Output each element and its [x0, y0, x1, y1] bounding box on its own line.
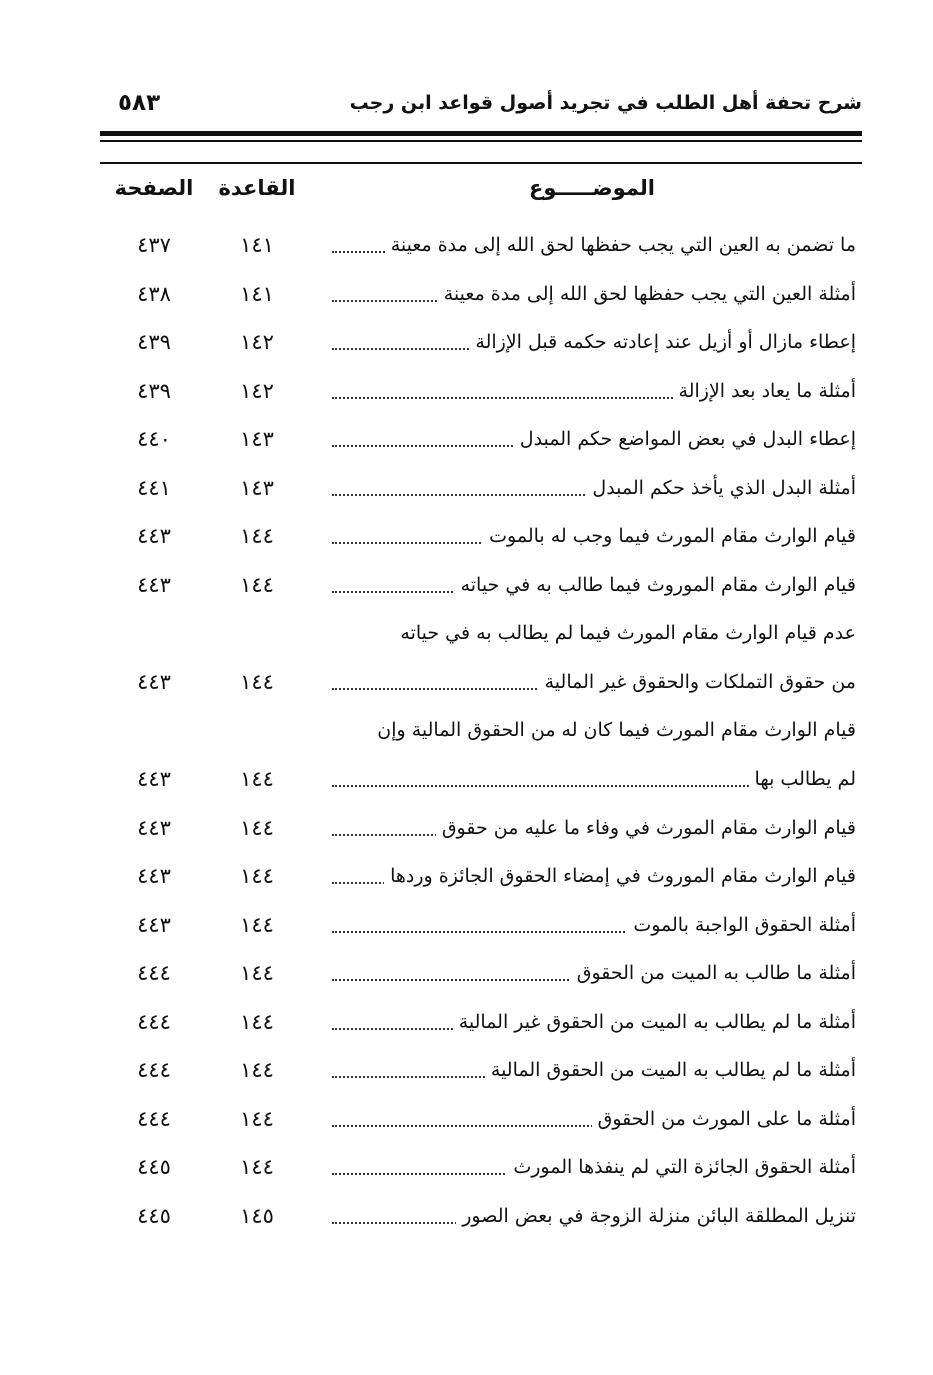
index-entry [100, 900, 862, 949]
entry-rule-number: ١٤٣ [240, 475, 274, 500]
index-entry [100, 560, 862, 609]
entry-page-number: ٤٤٠ [137, 427, 171, 452]
entry-subject [332, 1053, 856, 1087]
entry-page-number: ٤٤٤ [137, 1009, 171, 1034]
entry-rule-number: ١٤٤ [240, 524, 274, 549]
header-rule-under [100, 162, 862, 164]
entry-page-number: ٤٤٣ [137, 572, 171, 597]
entry-rule-number: ١٤٣ [240, 427, 274, 452]
entry-subject [332, 1102, 856, 1136]
entry-rule-number [214, 713, 300, 747]
index-entry [100, 269, 862, 318]
entry-rule-number: ١٤٢ [240, 330, 274, 355]
entry-rule-number: ١٤١ [240, 233, 274, 257]
entry-page-number: ٤٤٤ [137, 1058, 171, 1083]
column-header-subject: الموضـــــوع [528, 176, 656, 200]
entry-subject [332, 568, 856, 602]
entry-subject-text: أمثلة ما لم يطالب به الميت من الحقوق المالية [485, 1059, 856, 1081]
index-entry [100, 414, 862, 463]
entry-subject-text: أمثلة ما على المورث من الحقوق [592, 1108, 856, 1130]
entry-rule-number: ١٤٤ [240, 1009, 274, 1034]
entry-page-number [102, 616, 206, 650]
index-entry [100, 657, 862, 706]
entry-subject [332, 908, 856, 942]
entry-subject-text: إعطاء البدل في بعض المواضع حكم المبدل [514, 428, 856, 450]
index-entry [100, 463, 862, 512]
entry-subject-text: ما تضمن به العين التي يجب حفظها لحق الله إلى مدة معينة [385, 234, 856, 256]
index-entry [100, 366, 862, 415]
entry-subject [332, 1199, 856, 1233]
entry-rule-number: ١٤٤ [240, 815, 274, 840]
entry-rule-number: ١٤٤ [240, 1106, 274, 1131]
entry-subject-text: أمثلة الحقوق الجائزة التي لم ينفذها المورث [507, 1156, 856, 1178]
entry-rule-number [214, 616, 300, 650]
index-entry [100, 608, 862, 657]
entry-page-number: ٤٤١ [137, 475, 171, 500]
index-entry [100, 1045, 862, 1094]
index-entry [100, 1094, 862, 1143]
entry-page-number: ٤٤٤ [137, 1106, 171, 1131]
entry-subject-text: لم يطالب بها [749, 768, 856, 790]
entry-subject [332, 956, 856, 990]
entry-page-number: ٤٣٨ [137, 281, 171, 306]
entry-rule-number: ١٤٤ [240, 961, 274, 986]
entry-subject-text: أمثلة البدل الذي يأخذ حكم المبدل [586, 477, 856, 499]
entry-subject-text: أمثلة ما لم يطالب به الميت من الحقوق غير المالية [453, 1011, 856, 1033]
entry-subject [332, 1150, 856, 1184]
header-rule-thick [100, 131, 862, 136]
entry-subject-text: قيام الوارث مقام الموروث في إمضاء الحقوق الجائزة وردها [384, 865, 856, 887]
entry-subject-text: أمثلة الحقوق الواجبة بالموت [627, 914, 856, 936]
entry-rule-number: ١٤٤ [240, 1058, 274, 1083]
entry-rule-number: ١٤٤ [240, 912, 274, 937]
entry-page-number: ٤٣٩ [137, 330, 171, 355]
header-rule-thin [100, 140, 862, 142]
entry-subject-text: أمثلة ما طالب به الميت من الحقوق [571, 962, 856, 984]
entry-page-number: ٤٤٣ [137, 767, 171, 792]
entry-subject [332, 859, 856, 893]
entry-subject-text: تنزيل المطلقة البائن منزلة الزوجة في بعض الصور [456, 1205, 856, 1227]
entry-rule-number: ١٤٤ [240, 669, 274, 694]
entry-page-number: ٤٤٥ [137, 1203, 171, 1228]
entry-page-number: ٤٤٤ [137, 961, 171, 986]
index-table [100, 220, 862, 1239]
entry-subject [332, 616, 856, 650]
page-number: ٥٨٣ [118, 90, 161, 116]
entry-subject [332, 665, 856, 699]
entry-subject-text: أمثلة العين التي يجب حفظها لحق الله إلى مدة معينة [438, 283, 856, 305]
entry-subject [332, 374, 856, 408]
entry-subject-text: قيام الوارث مقام الموروث فيما طالب به في حياته [455, 574, 856, 596]
index-entry [100, 705, 862, 754]
entry-subject-text: قيام الوارث مقام المورث في وفاء ما عليه من حقوق [436, 817, 856, 839]
entry-subject-text: إعطاء مازال أو أزيل عند إعادته حكمه قبل الإزالة [469, 331, 856, 353]
entry-page-number: ٤٣٧ [137, 233, 171, 257]
entry-rule-number: ١٤٢ [240, 378, 274, 403]
column-header-page: الصفحة [114, 176, 194, 200]
index-entry [100, 1191, 862, 1240]
index-entry [100, 997, 862, 1046]
entry-subject [332, 325, 856, 359]
entry-rule-number: ١٤٤ [240, 572, 274, 597]
entry-subject [332, 471, 856, 505]
entry-rule-number: ١٤٤ [240, 864, 274, 889]
entry-subject-text: قيام الوارث مقام المورث فيما كان له من الحقوق المالية وإن [371, 719, 856, 741]
index-entry [100, 220, 862, 269]
index-entry [100, 1142, 862, 1191]
index-entry [100, 803, 862, 852]
running-title: شرح تحفة أهل الطلب في تجريد أصول قواعد ابن رجب [349, 92, 862, 114]
entry-subject-text: عدم قيام الوارث مقام المورث فيما لم يطالب به في حياته [394, 622, 856, 644]
running-header [100, 92, 862, 122]
entry-page-number: ٤٤٣ [137, 815, 171, 840]
index-entry [100, 317, 862, 366]
entry-rule-number: ١٤٤ [240, 767, 274, 792]
index-entry [100, 851, 862, 900]
entry-subject [332, 277, 856, 311]
entry-rule-number: ١٤١ [240, 281, 274, 306]
entry-subject [332, 1005, 856, 1039]
entry-page-number: ٤٤٣ [137, 524, 171, 549]
entry-subject-text: أمثلة ما يعاد بعد الإزالة [673, 380, 856, 402]
index-entry [100, 511, 862, 560]
entry-page-number [102, 713, 206, 747]
entry-page-number: ٤٣٩ [137, 378, 171, 403]
entry-subject [332, 811, 856, 845]
entry-page-number: ٤٤٣ [137, 669, 171, 694]
entry-rule-number: ١٤٥ [240, 1203, 274, 1228]
entry-subject [332, 422, 856, 456]
entry-subject [332, 519, 856, 553]
entry-subject-text: قيام الوارث مقام المورث فيما وجب له بالموت [483, 525, 856, 547]
index-entry [100, 754, 862, 803]
entry-subject [332, 762, 856, 796]
column-header-rule: القاعدة [218, 176, 296, 200]
entry-subject-text: من حقوق التملكات والحقوق غير المالية [539, 671, 856, 693]
entry-subject [332, 713, 856, 747]
entry-page-number: ٤٤٥ [137, 1155, 171, 1180]
entry-page-number: ٤٤٣ [137, 912, 171, 937]
entry-page-number: ٤٤٣ [137, 864, 171, 889]
index-entry [100, 948, 862, 997]
entry-rule-number: ١٤٤ [240, 1155, 274, 1180]
entry-subject [332, 228, 856, 262]
